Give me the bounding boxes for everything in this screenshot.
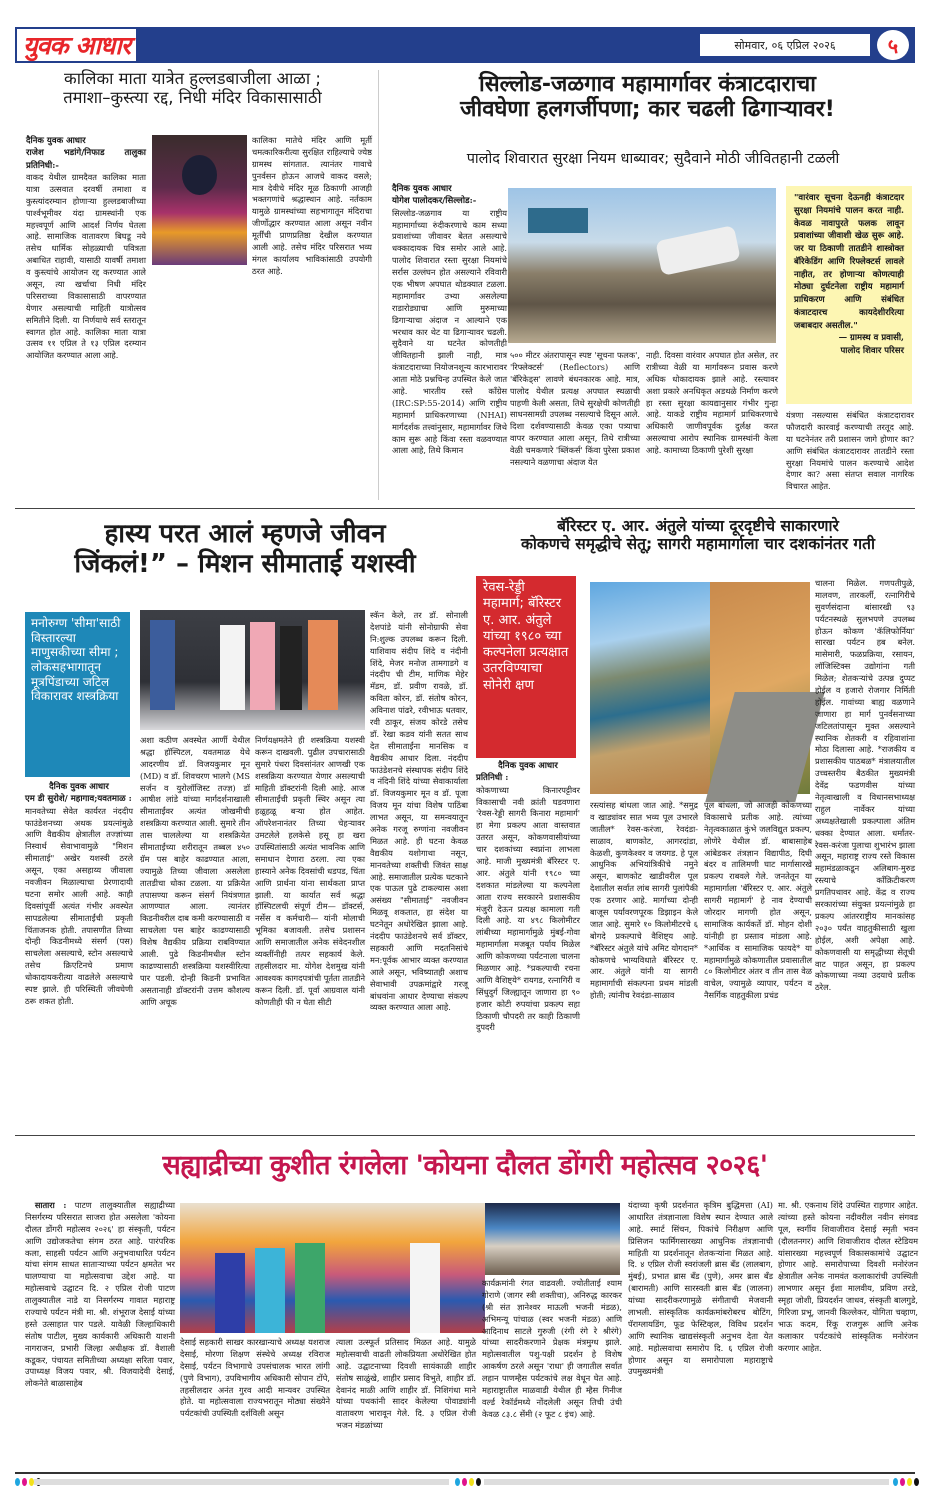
kalika-mata-idol-photo [152,135,247,265]
story2-text-3: नाही. दिवसा वारंवार अपघात होत असेल, तर रात्रीच्या वेळी या मार्गावरून प्रवास करणे अधिक धोकादायक झाले आहे. रस्त्यावर अशा प्रकारे अनधिकृत अडथळे निर्माण करणे हा रस्ता सुरक्षा कायद्यानुसार गंभीर गुन्हा आहे. याकडे राष्ट्रीय महामार्ग प्राधिकरणाचे अधिकारी जाणीवपूर्वक दुर्लक्ष करत असल्याचा आरोप स्थानिक ग्रामस्थांनी केला आहे. कामाच्या ठिकाणी पुरेशी सुरक्षा [646,350,778,456]
story3-boxed-subhead: मनोरुग्ण 'सीमा'साठी विस्तारल्या माणुसकीच्या सीमा ; लोकसहभागातून मूत्रपिंडाच्या जटिल विकारावर शस्त्रक्रिया [25,612,130,777]
story1-text-2: कालिका मातेचे मंदिर आणि मूर्ती चमत्कारिकरीत्या सुरक्षित राहिल्याचे ज्येष्ठ ग्रामस्थ सांगतात. त्यानंतर गावाचे पुनर्वसन होऊन आजचे वाकद वसले; मात्र देवीचे मंदिर मूळ ठिकाणी आजही भक्तगणांचे श्रद्धास्थान आहे. नर्तकाम यामुळे ग्रामस्थांच्या सहभागातून मंदिराचा जीर्णोद्धार करण्यात आला असून नवीन मूर्तींची प्राणप्रतिष्ठा देखील करण्यात आली आहे. तसेच मंदिर परिसरात भव्य मंगल कार्यालय भाविकांसाठी उपयोगी ठरत आहे. [252,135,372,276]
story3-text-1: मानवतेच्या सेवेत कार्यरत नंददीप फाउंडेशनच्या अथक प्रयत्नांमुळे आणि वैद्यकीय क्षेत्रातील तज्ज्ञांच्या निस्वार्थ सेवाभावामुळे "मिशन सीमाताई" अखेर यशस्वी ठरले असून, एका असहाय्य जीवाला नवजीवन मिळाल्याचा प्रेरणादायी घटना समोर आली आहे. काही दिवसांपूर्वी अत्यंत गंभीर अवस्थेत सापडलेल्या सीमाताईंची प्रकृती चिंताजनक होती. तपासणीत तिच्या दोन्ही किडनीमध्ये संसर्ग (पस) साचलेला असल्याचे, स्टोन असल्याचे तसेच क्रिएटिनचे प्रमाण धोकादायकरीत्या वाढलेले असल्याचे स्पष्ट झाले. ही परिस्थिती जीवघेणी ठरू शकत होती. [25,805,133,1006]
story4-byline: प्रतिनिधी : [476,773,509,784]
person-shape [250,622,275,710]
car-on-debris-photo [508,188,776,343]
person-shape [215,1253,245,1333]
story4-boxed-subhead: रेवस-रेड्डी महामार्ग; बॅरिस्टर ए. आर. अंतुले यांच्या १९८० च्या कल्पनेला प्रत्यक्षात उतरविण्याचा सोनेरी क्षण [476,576,576,758]
story5-text-3: त्याला उत्स्फूर्त प्रतिसाद मिळत आहे. यामुळे महोत्सवाची वाढती लोकप्रियता अधोरेखित होत आहे. उद्घाटनाच्या दिवशी सायंकाळी शाहीर संतोष साळुंखे, शाहीर प्रसाद विभुते, शाहीर डॉ. देवानंद माळी आणि शाहीर डॉ. निशिगंधा माने यांच्या पथकांनी सादर केलेल्या पोवाड्यांनी वातावरण भारावून गेले. दि. ३ एप्रिल रोजी भजन मंडळांच्या [336,1337,476,1431]
coastal-highway-photo [590,582,808,794]
story5-col2 [180,1337,330,1465]
pullquote-text: "वारंवार सूचना देऊनही कंत्राटदार सुरक्षा नियमांचे पालन करत नाही. केवळ नावापुरते फलक लावून प्रवाशांच्या जीवाशी खेळ सुरू आहे. जर या ठिकाणी तातडीने शास्त्रोक्त बॅरिकेडिंग आणि रिफ्लेक्टर्स लावले नाहीत, तर होणाऱ्या कोणत्याही मोठ्या दुर्घटनेला राष्ट्रीय महामार्ग प्राधिकरण आणि संबंधित कंत्राटदारच कायदेशीररित्या जबाबदार असतील." [794,193,904,331]
registration-marks [455,1478,481,1486]
story2-col2 [510,350,640,502]
issue-date: सोमवार, ०६ एप्रिल २०२६ [700,34,870,56]
registration-bar [484,1479,889,1485]
pullquote-attribution-1: — ग्रामस्थ व प्रवासी, [838,333,904,344]
story2-subhead: पालोद शिवारात सुरक्षा नियम धाब्यावर; सुदैवाने मोठी जीवितहानी टळली [466,151,840,167]
story2-byline: योगेश पालोदकर/सिल्लोड:- [392,196,477,207]
story3-col4 [370,610,468,1110]
story2-headline-line1: सिल्लोड-जळगाव महामार्गावर कंत्राटदाराचा [479,72,816,97]
story1-headline-line2: तमाशा–कुस्त्या रद्द, निधी मंदिर विकासासाठी [63,87,322,107]
story4-text-3: पूल बांधला, जो आजही कोकणच्या विकासाचे प्रतीक आहे. त्यांच्या नेतृत्वकाळात कुंभे जलविद्युत प्रकल्प, लोणेरे येथील डॉ. बाबासाहेब आंबेडकर तंत्रज्ञान विद्यापीठ, दिघी बंदर व तालिमणी घाट मार्गासारखे प्रकल्प राबवले गेले. जनतेतून या महामार्गाला 'बॅरिस्टर ए. आर. अंतुले सागरी महामार्ग' हे नाव देण्याची जोरदार मागणी होत असून, सामाजिक कार्यकर्ते डॉ. मोहन दोशी यांनीही हा प्रस्ताव मांडला आहे. *आर्थिक व सामाजिक फायदे* या महामार्गामुळे कोकणातील प्रवासातील ८० किलोमीटर अंतर व तीन तास वेळ वाचेल, ज्यामुळे व्यापार, पर्यटन व नैसर्गिक वाहतुकीला प्रचंड [704,800,812,1001]
section-divider [15,1135,915,1136]
story4-col4 [815,578,915,1110]
section-divider [15,508,915,509]
idol-face-shape [182,155,217,195]
story4-headline-line2: कोकणचे समृद्धीचे सेतू; सागरी महामार्गाला चार दशकांनंतर गती [520,534,876,553]
car-shape [655,225,741,276]
story1-col2 [252,135,372,502]
story1-byline: राजेश भडांगे/निफाड तालुका प्रतिनिधी:- [26,148,146,171]
story4-col1 [476,760,580,1110]
story3-headline [20,520,470,580]
story5-dateline: सातारा : [34,1200,67,1210]
story2-text-1: सिल्लोड-जळगाव या राष्ट्रीय महामार्गाच्या रुंदीकरणाचे काम सध्या प्रवाशांच्या जीवावर बेतत असल्याचे धक्कादायक चित्र समोर आले आहे. पालोद शिवारात रस्ता सुरक्षा नियमांचे सर्रास उल्लंघन होत असल्याने रविवारी एक भीषण अपघात थोडक्यात टळला. महामार्गावर उभ्या असलेल्या राडारोड्याचा आणि मुरुमाच्या ढिगाऱ्याचा अंदाज न आल्याने एक भरधाव कार थेट या ढिगाऱ्यावर चढली. सुदैवाने या घटनेत कोणतीही जीवितहानी झाली नाही, मात्र कंत्राटदाराच्या नियोजनशून्य कारभारावर आता मोठे प्रश्नचिन्ह उपस्थित केले जात आहे. भारतीय रस्ते काँग्रेस (IRC:SP:55-2014) आणि राष्ट्रीय महामार्ग प्राधिकरणाच्या (NHAI) मार्गदर्शक तत्त्वांनुसार, महामार्गावर जिथे काम सुरू आहे किंवा रस्ता वळवण्यात आला आहे, तिथे किमान [392,207,507,456]
story1-source: दैनिक युवक आधार [26,136,86,146]
story4-headline-line1: बॅरिस्टर ए. आर. अंतुले यांच्या दूरदृष्टीचे साकारणारे [557,517,839,535]
story5-col3 [336,1337,476,1465]
person-shape [255,1248,285,1333]
story4-headline [478,518,918,554]
story5-text-1: पाटण तालुक्यातील सह्याद्रीच्या निसर्गरम्य परिसरात साजरा होत असलेला 'कोयना दौलत डोंगरी महोत्सव २०२६' हा संस्कृती, पर्यटन आणि उद्योजकतेचा संगम ठरत आहे. पारंपरिक कला, साहसी पर्यटन आणि अनुभवाधारित पर्यटन यांचा संगम साधत साताऱ्याच्या पर्यटन क्षमतेत भर घालण्याचा या महोत्सवाचा उद्देश आहे. या महोत्सवाचे उद्घाटन दि. २ एप्रिल रोजी पाटण तालुक्यातील नाडे या निसर्गरम्य गावात महाराष्ट्र राज्याचे पर्यटन मंत्री मा. श्री. शंभूराज देसाई यांच्या हस्ते उत्साहात पार पडले. यावेळी जिल्हाधिकारी संतोष पाटील, मुख्य कार्यकारी अधिकारी याशनी नागराजन, प्रभारी जिल्हा अधीक्षक डॉ. वैशाली कडूकर, पंचायत समितीच्या अध्यक्षा सरिता पवार, उपाध्यक्ष विजय पवार, श्री. विजयादेवी देसाई, लोकनेते बाळासाहेब [25,1200,175,1389]
story4-text-2: रस्त्यांसह बांधला जात आहे. *समुद्र व खाड्यांवर सात भव्य पूल उभारले जातील* रेवस-करंजा, रेवदंडा-साळाव, बाणकोट, आगरदांडा, केळशी, कुणकेश्वर व जयगड. हे पूल आधुनिक अभियांत्रिकीचे नमुने असून, बाणकोट खाडीवरील पूल देशातील सर्वात लांब सागरी पुलांपैकी एक ठरणार आहे. मार्गाच्या दोन्ही बाजूस पर्यावरणपूरक डिझाइन केले जात आहे. सुमारे १० किलोमीटरचे ६ बोगदे प्रकल्पाचे वैशिष्ट्य आहे. *बॅरिस्टर अंतुले यांचे अमिट योगदान* कोकणचे भाग्यविधाते बॅरिस्टर ए. आर. अंतुले यांनी या सागरी महामार्गाची संकल्पना प्रथम मांडली होती; त्यांनीच रेवदंडा-साळाव [590,800,698,1001]
story5-col4 [482,1278,622,1466]
story4-source: दैनिक युवक आधार [498,761,558,771]
story1-intro [26,135,146,361]
story5-text-2: देसाई सहकारी साखर कारखान्याचे अध्यक्ष यशराज देसाई, मोरणा शिक्षण संस्थेचे अध्यक्ष रविराज देसाई, पर्यटन विभागाचे उपसंचालक भारत लांगी (पुणे विभाग), उपविभागीय अधिकारी सोपान टोंपे, तहसीलदार अनंत गुरव आदी मान्यवर उपस्थित होते. या महोत्सवाला राज्यभरातून मोठ्या संख्येने पर्यटकांची उपस्थिती दर्शविली असून [180,1337,330,1419]
story3-text-4: स्कॅन केले, तर डॉ. सोनाली देशपांडे यांनी सोनोग्राफी सेवा नि:शुल्क उपलब्ध करून दिली. याशिवाय संदीप शिंदे व नंदीनी शिंदे, मेजर मनोज तामगाडगे व नंददीप ची टीम, माणिक मेहेर मॅडम, डॉ. प्रवीण रावळे, डॉ. कविता कोरन, डॉ. संतोष कोरन, अविनाश पांढरे, रवीभाऊ धतवार, रवी ठाकूर, संजय कोरडे तसेच डॉ. रेखा कडव यांनी सतत साथ देत सीमाताईंना मानसिक व वैद्यकीय आधार दिला. नंददीप फाउंडेशनचे संस्थापक संदीप शिंदे व नंदिनी शिंदे यांच्या सेवाकार्याला डॉ. विजयकुमार मून व डॉ. पूजा विजय मून यांचा विशेष पाठिंबा लाभत असून, या समन्वयातून अनेक गरजू रुग्णांना नवजीवन मिळत आहे. ही घटना केवळ वैद्यकीय यशोगाथा नसून, मानवतेच्या शक्तीची जिवंत साक्ष आहे. समाजातील प्रत्येक घटकाने एक पाऊल पुढे टाकल्यास अशा असंख्य "सीमाताई" नवजीवन मिळवू शकतात, हा संदेश या घटनेतून अधोरेखित झाला आहे. नंददीप फाउंडेशनचे सर्व डॉक्टर, सहकारी आणि मदतनिसांचे मन:पूर्वक आभार व्यक्त करण्यात आले असून, भविष्यातही अशाच सेवाभावी उपक्रमांद्वारे गरजू बांधवांना आधार देण्याचा संकल्प व्यक्त करण्यात आला आहे. [370,610,468,1013]
footer-rule [15,1472,915,1474]
story5-text-5: यंदाच्या कृषी प्रदर्शनात कृत्रिम बुद्धिमत्ता (AI) आधारित तंत्रज्ञानाला विशेष स्थान देण्यात आले आहे. स्मार्ट सिंचन, पिकांचे निरीक्षण आणि प्रिसिजन फार्मिंगसारख्या आधुनिक तंत्रज्ञानाची माहिती या प्रदर्शनातून शेतकऱ्यांना मिळत आहे. दि. ४ एप्रिल रोजी स्वरांजली ब्रास बँड (लालबाग, मुंबई), प्रभात ब्रास बँड (पुणे), अमर ब्रास बँड (बारामती) आणि सारस्वती ब्रास बँड (जालना) यांच्या सादरीकरणामुळे संगीताची मेजवानी लाभली. सांस्कृतिक कार्यक्रमांबरोबरच बोटिंग, पॅराग्लायडिंग, फूड फेस्टिव्हल, विविध प्रदर्शन आणि स्थानिक खाद्यसंस्कृती अनुभव देता येत आहे. महोत्सवाचा समारोप दि. ६ एप्रिल रोजी होणार असून या समारोपाला महाराष्ट्राचे उपमुख्यमंत्री [628,1200,773,1377]
story5-col6 [778,1200,918,1466]
story5-headline: सह्याद्रीच्या कुशीत रंगलेला 'कोयना दौलत डोंगरी महोत्सव २०२६' [162,1150,768,1181]
story5-col1 [25,1200,175,1465]
story4-col2 [590,800,698,1110]
person-shape [150,620,175,710]
person-shape [308,620,338,710]
story3-col1 [25,781,133,1111]
pullquote-attribution-2: पालोद शिवार परिसर [840,346,904,356]
person-shape [220,625,245,710]
story3-text-2: अशा कठीण अवस्थेत आर्णी येथील श्रद्धा हॉस्पिटल, यवतमाळ येथे आदरणीय डॉ. विजयकुमार मून (MD) व डॉ. शिवचरण भालगे (MS सर्जन व युरोलॉजिस्ट तज्ज्ञ) डॉ आषीश लांडे यांच्या मार्गदर्शनाखाली सीमाताईंवर अत्यंत जोखमीची शस्त्रक्रिया करण्यात आली. सुमारे तीन तास चाललेल्या या शस्त्रक्रियेत सीमाताईंच्या शरीरातून तब्बल ४५० ग्रॅम पस बाहेर काढण्यात आला, ज्यामुळे तिच्या जीवाला असलेला तातडीचा धोका टळला. या प्रक्रियेत तपासण्या करून संसर्ग नियंत्रणात आणण्यात आला. त्यानंतर किडनीवरील दाब कमी करण्यासाठी व साचलेला पस बाहेर काढण्यासाठी विशेष वैद्यकीय प्रक्रिया राबविण्यात आली. पुढे किडनीमधील स्टोन काढण्यासाठी शस्त्रक्रिया यशस्वीरित्या पार पडली. दोन्ही किडनी प्रभावित असतानाही डॉक्टरांनी उत्तम कौशल्य आणि अचूक [140,735,250,1007]
story2-col3 [646,350,778,502]
story5-text-4: कार्यक्रमांनी रंगत वाढवली. ज्योतीताई श्याम गोराणे (जागर स्त्री शक्तीचा), अनिरुद्ध कारकर (श्री संत ज्ञानेश्वर माऊली भजनी मंडळ), अभिमन्यू पांचाळ (स्वर भजनी मंडळ) आणि आदिनाथ साटले गुरुजी (रंगी रंगे रे श्रीरंगे) यांच्या सादरीकरणाने प्रेक्षक मंत्रमुग्ध झाले. महोत्सवातील पशु-पक्षी प्रदर्शन हे विशेष आकर्षण ठरले असून 'राधा' ही जगातील सर्वात लहान पाणम्हैस पर्यटकांचे लक्ष वेधून घेत आहे. महाराष्ट्रातील माळवाडी येथील ही म्हैस गिनीज वर्ल्ड रेकॉर्डमध्ये नोंदलेली असून तिची उंची केवळ ८३.८ सेंमी (२ फूट ८ इंच) आहे. [482,1278,622,1419]
person-shape [280,626,302,710]
newspaper-logo: युवक आधार [17,29,136,61]
story5-text-6: मा. श्री. एकनाथ शिंदे उपस्थित राहणार आहेत. त्यांच्या हस्ते कोयना नदीवरील नवीन संगवड पूल, स्वर्गीय शिवाजीराव देसाई स्मृती भवन (दौलतनगर) आणि शिवाजीराव दौलत स्टेडियम यांसारख्या महत्त्वपूर्ण विकासकामांचे उद्घाटन होणार आहे. समारोपाच्या दिवशी मनोरंजन क्षेत्रातील अनेक नामवंत कलाकारांची उपस्थिती लाभणार असून ईशा मालवीय, प्रविण तरडे, स्मृहा जोशी, प्रियदर्शन जाधव, संस्कृती बालगुडे, गिरिजा प्रभू, जानवी किल्लेकर, योगिता चव्हाण, भाऊ कदम, रिंकू राजगुरू आणि अनेक कलाकार पर्यटकांचे सांस्कृतिक मनोरंजन करणार आहेत. [778,1200,918,1353]
hospital-team-photo [140,610,365,730]
person-shape [295,1243,325,1333]
story3-text-3: निर्णयक्षमतेने ही शस्त्रक्रिया यशस्वी करून दाखवली. पुढील उपचारासाठी सुमारे पंधरा दिवसांनंतर आणखी एक शस्त्रक्रिया करण्यात येणार असल्याची माहिती डॉक्टरांनी दिली आहे. आज सीमाताईंची प्रकृती स्थिर असून त्या हळूहळू बऱ्या होत आहेत. ऑपरेशनानंतर तिच्या चेहऱ्यावर उमटलेले हलकेसे हसू हा खरा उपस्थितांसाठी अत्यंत भावनिक आणि समाधान देणारा ठरला. त्या एका हास्याने अनेक दिवसांची धडपड, चिंता आणि प्रार्थना यांना सार्थकता प्राप्त झाली. या कार्यात सर्व श्रद्धा हॉस्पिटलची संपूर्ण टीम— डॉक्टर्स, नर्सेस व कर्मचारी— यांनी मोलाची भूमिका बजावली. तसेच प्रशासन आणि समाजातील अनेक संवेदनशील व्यक्तींनीही तत्पर सहकार्य केले. तहसीलदार मा. योगेश देशमुख यांनी आवश्यक कागदपत्रांची पूर्तता तातडीने करून दिली. डॉ. पूर्वा आग्रवाल यांनी कोणतीही फी न घेता सीटी [255,735,365,1007]
festival-women-photo [180,1203,485,1333]
story3-col3 [255,735,365,1110]
column-divider [378,70,379,500]
story2-headline [385,72,910,123]
story2-pullquote [786,186,912,404]
story3-source: दैनिक युवक आधार [49,782,109,792]
story4-col3 [704,800,812,1110]
registration-bar [34,1479,449,1485]
story1-headline-line1: कालिका माता यात्रेत हुल्लडबाजीला आळा ; [64,69,321,88]
story1-headline [15,70,370,108]
story3-headline-line2: जिंकलं!” – मिशन सीमाताई यशस्वी [74,548,416,579]
story2-headline-line2: जीवघेणा हलगर्जीपणा; कार चढली ढिगाऱ्यावर! [460,97,835,123]
registration-marks [893,1478,919,1486]
masthead [15,27,915,63]
story2-col4 [786,410,914,502]
signboard-shape [528,208,588,233]
story1-col1-cont [26,240,146,502]
story4-text-1: कोकणाच्या किनारपट्टीवर विकासाची नवी क्रांती घडवणारा 'रेवस-रेड्डी सागरी किनारा महामार्ग' हा मेगा प्रकल्प आता वास्तवात उतरत असून, कोकणवासीयांच्या चार दशकांच्या स्वप्नांना लाभला आहे. माजी मुख्यमंत्री बॅरिस्टर ए. आर. अंतुले यांनी १९८० च्या दशकात मांडलेल्या या कल्पनेला आता राज्य सरकारने प्रशासकीय मंजुरी देऊन प्रत्यक्ष कामाला गती दिली आहे. या ४९८ किलोमीटर लांबीच्या महामार्गामुळे मुंबई-गोवा महामार्गाला मजबूत पर्याय मिळेल आणि कोकणच्या पर्यटनाला चालना मिळणार आहे. *प्रकल्पाची रचना आणि वैशिष्ट्ये* रायगड, रत्नागिरी व सिंधुदुर्ग जिल्ह्यातून जाणारा हा ९० हजार कोटी रुपयांचा प्रकल्प सहा ठिकाणी चौपदरी तर काही ठिकाणी दुपदरी [476,784,580,1033]
story3-byline: एम डी सुरोशे/ महागाव;यवतमाळ : [25,794,132,805]
festival-crowd-photo [485,1203,620,1275]
person-shape [410,1243,440,1333]
page-number: ५ [877,30,909,60]
story5-col5 [628,1200,773,1466]
story2-text-2: ५०० मीटर अंतरापासून स्पष्ट 'सूचना फलक', 'रिफ्लेक्टर्स' (Reflectors) आणि 'बॅरिकेड्स' लावणे बंधनकारक आहे. मात्र, पालोद येथील प्रत्यक्ष अपघात स्थळाची पाहणी केली असता, तिथे सुरक्षेची कोणतीही साधनसामग्री उपलब्ध नसल्याचे दिसून आले. दिशा दर्शवण्यासाठी केवळ एका पत्र्याचा वापर करण्यात आला असून, तिथे रात्रीच्या वेळी चमकणारे 'ब्लिंकर्स' किंवा पुरेसा प्रकाश नसल्याने वळणाचा अंदाज येत [510,350,640,468]
story3-headline-line1: हास्य परत आलं म्हणजे जीवन [104,519,386,549]
story2-col1 [392,183,507,501]
story1-text-1: वाकद येथील ग्रामदैवत कालिका माता यात्रा उत्सवात दरवर्षी तमाशा व कुस्त्यांदरम्यान होणाऱ्या हुल्लडबाजीच्या पार्श्वभूमीवर यंदा ग्रामस्थांनी एक महत्त्वपूर्ण आणि आदर्श निर्णय घेतला आहे. सामाजिक वातावरण बिघडू नये तसेच धार्मिक सोहळ्याची पवित्रता अबाधित राहावी, यासाठी यावर्षी तमाशा व कुस्त्यांचे आयोजन रद्द करण्यात आले असून, त्या खर्चाचा निधी मंदिर परिसराच्या विकासासाठी वापरण्यात येणार असल्याची माहिती यात्रोत्सव समितीने दिली. या निर्णयाचे सर्व स्तरातून स्वागत होत आहे. कालिका माता यात्रा उत्सव ११ एप्रिल ते १३ एप्रिल दरम्यान आयोजित करण्यात आला आहे. [26,171,146,361]
story2-text-4: यंत्रणा नसल्यास संबंधित कंत्राटदारावर फौजदारी कारवाई करण्याची तरतूद आहे. या घटनेनंतर तरी प्रशासन जागे होणार का? आणि संबंधित कंत्राटदारावर तातडीने रस्ता सुरक्षा नियमांचे पालन करण्याचे आदेश देणार का? असा संतप्त सवाल नागरिक विचारत आहेत. [786,410,914,492]
story2-source: दैनिक युवक आधार [392,184,452,194]
story3-col2 [140,735,250,1110]
story4-text-4: चालना मिळेल. गणपतीपुळे, मालवण, तारकर्ली, रत्नागिरीचे सुवर्णसंदाना बांसारखी ९३ पर्यटनस्थळे सुलभपणे उपलब्ध होऊन कोकण 'कॅलिफोर्निया' सारखा पर्यटन हब बनेल. मासेमारी, फळप्रक्रिया, रसायन, लॉजिस्टिक्स उद्योगांना गती मिळेल; शेतकऱ्यांचे उत्पन्न दुप्पट होईल व हजारो रोजगार निर्मिती होईल. गावांच्या बाह्य वळणाने जाणारा हा मार्ग पुनर्वसनाच्या जटिलतांपासून मुक्त असल्याने स्थानिक शेतकरी व रहिवाशांना मोठा दिलासा आहे. *राजकीय व प्रशासकीय पाठबळ* मंत्रालयातील उच्चस्तरीय बैठकीत मुख्यमंत्री देवेंद्र फडणवीस यांच्या नेतृत्वाखाली व विधानसभाध्यक्ष राहुल नार्वेकर यांच्या अध्यक्षतेखाली प्रकल्पाला अंतिम धक्का देण्यात आला. धर्मांतर-रेवस-करंजा पुलाचा शुभारंभ झाला असून, महाराष्ट्र राज्य रस्ते विकास महामंडळाकडून अलिबाग-मुरुड रस्त्याचे काँक्रिटीकरण प्रगतिपथावर आहे. केंद्र व राज्य सरकारांच्या संयुक्त प्रयत्नांमुळे हा प्रकल्प आंतरराष्ट्रीय मानकांसह २०३० पर्यंत वाहतुकीसाठी खुला होईल, अशी अपेक्षा आहे. कोकणवासी या समृद्धीच्या सेतूची वाट पाहत असून, हा प्रकल्प कोकणाच्या नव्या उदयाचे प्रतीक ठरेल. [815,578,916,993]
